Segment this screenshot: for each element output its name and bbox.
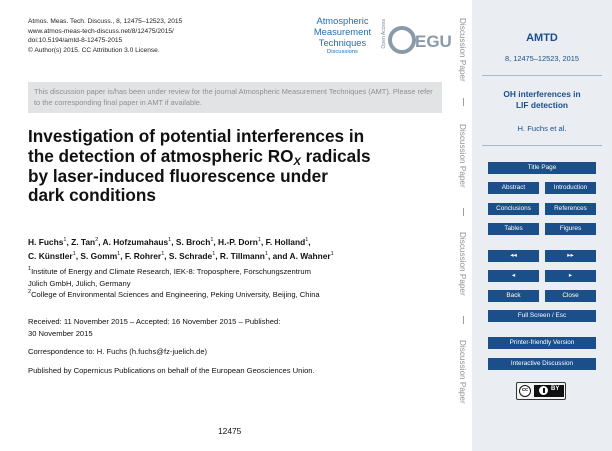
correspondence: Correspondence to: H. Fuchs (h.fuchs@fz-juelich.de): [28, 347, 208, 356]
egu-logo-icon: [388, 21, 452, 61]
next-icon: ▸: [568, 272, 573, 279]
close-button[interactable]: Close: [545, 290, 596, 302]
strip-divider: [463, 316, 464, 324]
cc-icon: cc: [519, 385, 531, 397]
publication-dates: [28, 316, 448, 339]
affiliation-2: $^2$College of Environmental Sciences and Engineering, Peking University, Beijing, China: [28, 289, 320, 300]
citation-block: [28, 17, 182, 55]
affiliation-1: $^1$Institute of Energy and Climate Research, IEK-8: Troposphere, Forschungszentrum: [28, 266, 311, 276]
review-notice: This discussion paper is/has been under review for the journal Atmospheric Measurement Techniques (AMT). Please refer to the corresponding final paper in AMT if available.: [28, 82, 442, 113]
author: R. Tillmann$^1$, and: [219, 251, 290, 261]
attribution-person-icon: [538, 385, 549, 396]
logo-line-4: Discussions: [327, 49, 358, 55]
short-title-line-2: LIF detection: [515, 100, 569, 110]
author: F. Holland$^1$,: [265, 237, 311, 247]
printer-friendly-button[interactable]: Printer-friendly Version: [488, 337, 596, 349]
title-line-3: by laser-induced fluorescence under: [28, 165, 328, 186]
references-button[interactable]: References: [545, 203, 596, 215]
abstract-button[interactable]: Abstract: [488, 182, 539, 194]
license-line: © Author(s) 2015. CC Attribution 3.0 License.: [28, 46, 160, 54]
strip-divider: [463, 208, 464, 216]
conclusions-button[interactable]: Conclusions: [488, 203, 539, 215]
paper-doi[interactable]: doi:10.5194/amtd-8-12475-2015: [28, 37, 123, 44]
strip-label: Discussion Paper: [458, 18, 467, 82]
title-line-1: Investigation of potential interferences in: [28, 126, 365, 146]
logo-line-1: Atmospheric: [316, 15, 369, 26]
author-line-1: [28, 235, 448, 249]
previous-icon: ◂: [511, 272, 516, 279]
strip-label: Discussion Paper: [458, 340, 467, 404]
full-screen-button[interactable]: Full Screen / Esc: [488, 310, 596, 322]
journal-logo-text: [305, 15, 380, 56]
last-page-icon: ▸▸: [567, 252, 574, 259]
open-access-label: Open Access: [381, 19, 387, 49]
journal-logo: [305, 15, 452, 67]
journal-citation: Atmos. Meas. Tech. Discuss., 8, 12475–12523, 2015: [28, 18, 183, 25]
author-list: [28, 235, 448, 263]
published-by: Published by Copernicus Publications on behalf of the European Geosciences Union.: [28, 366, 315, 375]
by-label: BY: [551, 386, 560, 392]
title-line-2-text: the detection of atmospheric RO: [28, 145, 294, 166]
strip-divider: [463, 98, 464, 106]
discussion-paper-strip: [456, 0, 472, 451]
back-button[interactable]: Back: [488, 290, 539, 302]
author: H. Fuchs$^1$,: [28, 237, 72, 247]
author: H.-P. Dorn$^1$,: [218, 237, 266, 247]
paper-url[interactable]: www.atmos-meas-tech-discuss.net/8/12475/2015/: [28, 27, 174, 35]
logo-line-2: Measurement: [313, 26, 372, 37]
cc-by-license-badge[interactable]: [516, 382, 566, 400]
volume-info: 8, 12475–12523, 2015: [505, 54, 579, 63]
egu-logo-text: EGU: [415, 32, 452, 51]
author: S. Gomm$^1$,: [80, 251, 125, 261]
short-authors: H. Fuchs et al.: [517, 124, 567, 133]
title-line-2: [28, 147, 448, 167]
figures-button[interactable]: Figures: [545, 223, 596, 235]
title-subscript: X: [293, 155, 301, 168]
paper-title: [28, 127, 448, 206]
sidebar-divider: [482, 145, 602, 146]
tables-button[interactable]: Tables: [488, 223, 539, 235]
interactive-discussion-button[interactable]: Interactive Discussion: [488, 358, 596, 370]
navigation-sidebar: [472, 0, 612, 451]
strip-label: Discussion Paper: [458, 232, 467, 296]
author: S. Schrade$^1$,: [168, 251, 220, 261]
previous-page-button[interactable]: [488, 270, 539, 282]
affiliations: [28, 266, 448, 301]
sidebar-divider: [482, 75, 602, 76]
next-page-button[interactable]: [545, 270, 596, 282]
author: C. Künstler$^1$,: [28, 251, 81, 261]
author: A. Hofzumahaus$^1$,: [102, 237, 176, 247]
last-page-button[interactable]: [545, 250, 596, 262]
affiliation-1-cont: Jülich GmbH, Jülich, Germany: [28, 278, 131, 288]
logo-line-3: Techniques: [318, 37, 367, 48]
short-title-line-1: OH interferences in: [503, 89, 581, 99]
author: S. Broch$^1$,: [175, 237, 219, 247]
first-page-button[interactable]: [488, 250, 539, 262]
page-number: 12475: [218, 426, 242, 436]
author: A. Wahner$^1$: [289, 251, 334, 261]
dates-line-2: 30 November 2015: [28, 328, 93, 338]
title-line-2-tail: radicals: [300, 145, 371, 166]
introduction-button[interactable]: Introduction: [545, 182, 596, 194]
short-title: [472, 89, 612, 111]
journal-abbrev: AMTD: [526, 32, 558, 44]
strip-label: Discussion Paper: [458, 124, 467, 188]
author: Z. Tan$^2$,: [71, 237, 103, 247]
title-line-4: dark conditions: [28, 185, 156, 206]
dates-line-1: Received: 11 November 2015 – Accepted: 16 November 2015 – Published:: [28, 317, 281, 326]
title-page-button[interactable]: Title Page: [488, 162, 596, 174]
author: F. Rohrer$^1$,: [124, 251, 169, 261]
author-line-2: [28, 249, 448, 263]
first-page-icon: ◂◂: [510, 252, 517, 259]
